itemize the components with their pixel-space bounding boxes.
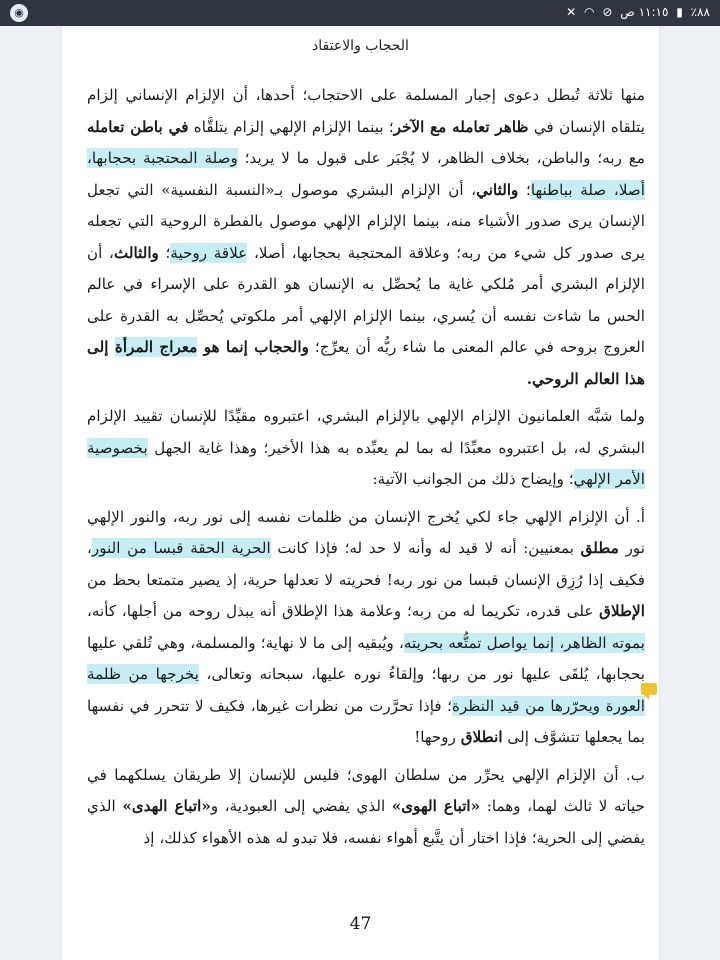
bold-phrase: إلى هذا العالم الروحي. — [87, 338, 645, 388]
text: بمعنيين: أنه لا قيد له وأنه لا حد له؛ فإذا كانت — [270, 539, 581, 557]
highlight[interactable]: الحرية الحقة قبسا من النور — [91, 539, 271, 557]
paragraph-4 — [87, 760, 645, 855]
status-icons — [562, 5, 710, 19]
text: ، ويُبقيه إلى ما لا نهاية؛ والمسلمة، وهي تُلقي عليها بحجابها، يُلقَى عليها نور من ربها؛ وإلقاءُ نوره عليها، سبحانه وتعالى، — [87, 633, 645, 683]
mute-icon: ✕ — [566, 5, 577, 19]
status-bar — [0, 0, 720, 26]
bold-phrase: «اتباع الهدى» — [122, 797, 211, 815]
text: ب. أن الإلزام الإلهي يحرِّر من سلطان الهوى؛ فليس للإنسان إلا طريقان يسلكهما في حياته لا ثالث لهما، وهما: — [87, 765, 646, 815]
text: روحها! — [414, 728, 461, 746]
highlight[interactable]: بخصوصية الأمر الإلهي — [87, 438, 645, 488]
camera-icon[interactable]: ◉ — [10, 4, 28, 22]
dnd-icon: ⊘ — [602, 5, 613, 19]
highlight[interactable]: بموته الظاهر، إنما يواصل تمتُّعه بحريته — [403, 633, 645, 652]
page-number: 47 — [349, 914, 372, 934]
text: ؛ وإيضاح ذلك من الجوانب الآتية: — [372, 470, 574, 488]
bold-phrase: «اتباع الهوى» — [391, 797, 481, 815]
text: الذي يفضي إلى الحرية؛ فإذا اختار أن يتَّبع أهواء نفسه، فلا تبدو له هذه الأهواء كذلك، إذ — [87, 797, 645, 847]
text: ، أن الإلزام البشري أمر مُلكي غاية ما يُحصِّل به الإنسان هو القدرة على الإسراء في عالم الحس ما شاءت نفسه أن يُسري، بينما الإلزام الإلهي أمر ملكوتي يُحصِّل به القدرة على العروج بروحه في عالم المعنى ما شاء ربُّه أن يعرِّج؛ — [87, 243, 645, 356]
bold-phrase: والثالث — [113, 243, 159, 262]
clock: ١١:١٥ ص — [620, 5, 669, 19]
bold-phrase: ظاهر تعامله مع الآخر — [393, 117, 529, 136]
highlight[interactable]: علاقة روحية — [170, 243, 248, 262]
bold-phrase: والحجاب إنما هو — [197, 338, 309, 356]
battery-icon: ▮ — [676, 5, 683, 19]
text: ولما شبَّه العلمانيون الإلزام الإلهي بالإلزام البشري، اعتبروه مقيِّدًا للإنسان تقييد الإلزام البشري له، بل اعتبروه معبِّدًا له بما لم يعبِّده به هذا الأخير؛ وهذا غاية الجهل — [87, 407, 645, 457]
wifi-icon: ◠ — [584, 5, 595, 19]
book-page — [62, 26, 659, 960]
text: الذي يفضي إلى العبودية، و — [210, 797, 392, 815]
bold-phrase: في باطن تعامله — [87, 117, 189, 136]
bold-phrase: والثاني — [476, 180, 519, 199]
bold-phrase: انطلاق — [460, 728, 503, 746]
text: ؛ — [518, 180, 531, 199]
text: ؛ بينما الإلزام الإلهي إلزام يتلقَّاه — [188, 117, 394, 136]
text: ، فكيف إذا رُزِق الإنسان قبسا من نور ربه! فحريته لا تعدلها حرية، إذ يصير متمتعا بحظ من — [87, 539, 645, 589]
text: مع ربه؛ والباطن، بخلاف الظاهر، لا يُجْبَر على قبول ما لا يريد؛ — [237, 149, 645, 167]
text: ؛ — [158, 243, 171, 262]
note-icon[interactable] — [641, 683, 657, 695]
text: ؛ فإذا تحرَّرت من نظرات غيرها، فكيف لا تتحرر في نفسها بما يجعلها تتشوَّف إلى — [87, 696, 645, 746]
bold-phrase: الإطلاق — [599, 602, 645, 620]
running-header: الحجاب والاعتقاد — [312, 38, 409, 54]
text: منها ثلاثة تُبطل دعوى إجبار المسلمة على الاحتجاب؛ أحدها، أن الإلزام الإنساني إلزام يتلقاه الإنسان في — [87, 86, 645, 136]
paragraph-1 — [87, 80, 645, 395]
battery-level: ٨٨٪ — [690, 5, 710, 19]
highlight[interactable]: يخرجها من ظلمة العورة ويحرّرها من قيد النظرة — [87, 665, 645, 715]
text: ، أن الإلزام البشري موصول بـ«النسبة النفسية» التي تجعل الإنسان يرى صدور الأشياء منه، بينما الإلزام الإلهي موصول بالفطرة الروحية التي تجعله يرى صدور كل شيء من ربه؛ وعلاقة المحتجبة بحجابها، أصلا، — [87, 180, 646, 262]
paragraph-3 — [87, 502, 645, 754]
paragraph-2 — [87, 401, 645, 496]
text: أ. أن الإلزام الإلهي جاء لكي يُخرج الإنسان من ظلمات نفسه إلى نور ربه، والنور الإلهي نور — [87, 507, 645, 557]
bold-phrase: مطلق — [580, 539, 619, 557]
text: على قدره، تكريما له من ربه؛ وعلامة هذا الإطلاق أنه يبذل روحه من أجلها، كأنه، — [87, 602, 600, 620]
highlight[interactable]: معراج المرأة — [114, 338, 198, 356]
page-body — [87, 80, 645, 854]
highlight[interactable]: وصلة المحتجبة بحجابها، أصلا، صلة بباطنها — [87, 149, 645, 199]
